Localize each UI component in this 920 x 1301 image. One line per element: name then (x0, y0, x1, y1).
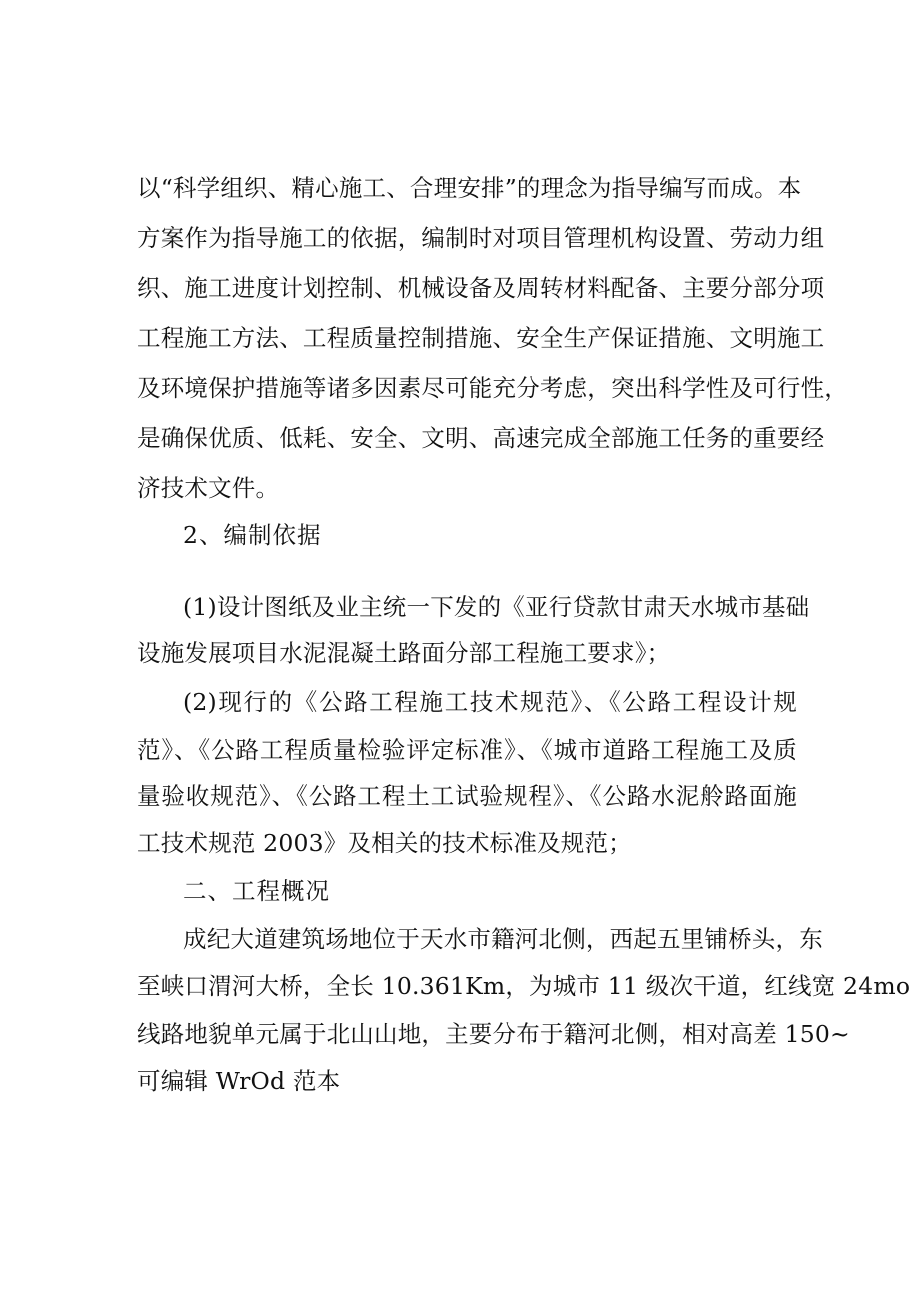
overview-line-1: 成纪大道建筑场地位于天水市籍河北侧，西起五里铺桥头，东 (183, 925, 823, 953)
intro-line-3: 织、施工进度计划控制、机械设备及周转材料配备、主要分部分项 (137, 274, 825, 302)
footer-note: 可编辑 WrOd 范本 (137, 1067, 341, 1095)
overview-line-3: 线路地貌单元属于北山山地，主要分布于籍河北侧，相对高差 150~ (137, 1020, 850, 1048)
basis-item-2-line-2: 范》、《公路工程质量检验评定标准》、《城市道路工程施工及质 (137, 736, 797, 764)
intro-line-2: 方案作为指导施工的依据，编制时对项目管理机构设置、劳动力组 (137, 224, 825, 252)
basis-item-2-line-1: (2)现行的《公路工程施工技术规范》、《公路工程设计规 (183, 688, 797, 716)
intro-line-4: 工程施工方法、工程质量控制措施、安全生产保证措施、文明施工 (137, 324, 825, 352)
basis-item-2-line-4: 工技术规范 2003》及相关的技术标准及规范； (137, 829, 632, 857)
basis-heading: 2、编制依据 (183, 521, 322, 549)
intro-line-1: 以“科学组织、精心施工、合理安排”的理念为指导编写而成。本 (137, 174, 802, 202)
basis-item-1-line-2: 设施发展项目水泥混凝土路面分部工程施工要求》； (137, 639, 671, 667)
basis-item-2-line-3: 量验收规范》、《公路工程土工试验规程》、《公路水泥舲路面施 (137, 782, 797, 810)
intro-line-6: 是确保优质、低耗、安全、文明、高速完成全部施工任务的重要经 (137, 424, 825, 452)
overview-heading: 二、工程概况 (183, 877, 330, 905)
intro-line-7: 济技术文件。 (137, 474, 280, 502)
overview-line-2: 至峡口渭河大桥，全长 10.361Km，为城市 11 级次干道，红线宽 24mo (137, 972, 911, 1000)
intro-line-5: 及环境保护措施等诸多因素尽可能充分考虑，突出科学性及可行性， (137, 374, 848, 402)
basis-item-1-line-1: (1)设计图纸及业主统一下发的《亚行贷款甘肃天水城市基础 (183, 593, 810, 621)
